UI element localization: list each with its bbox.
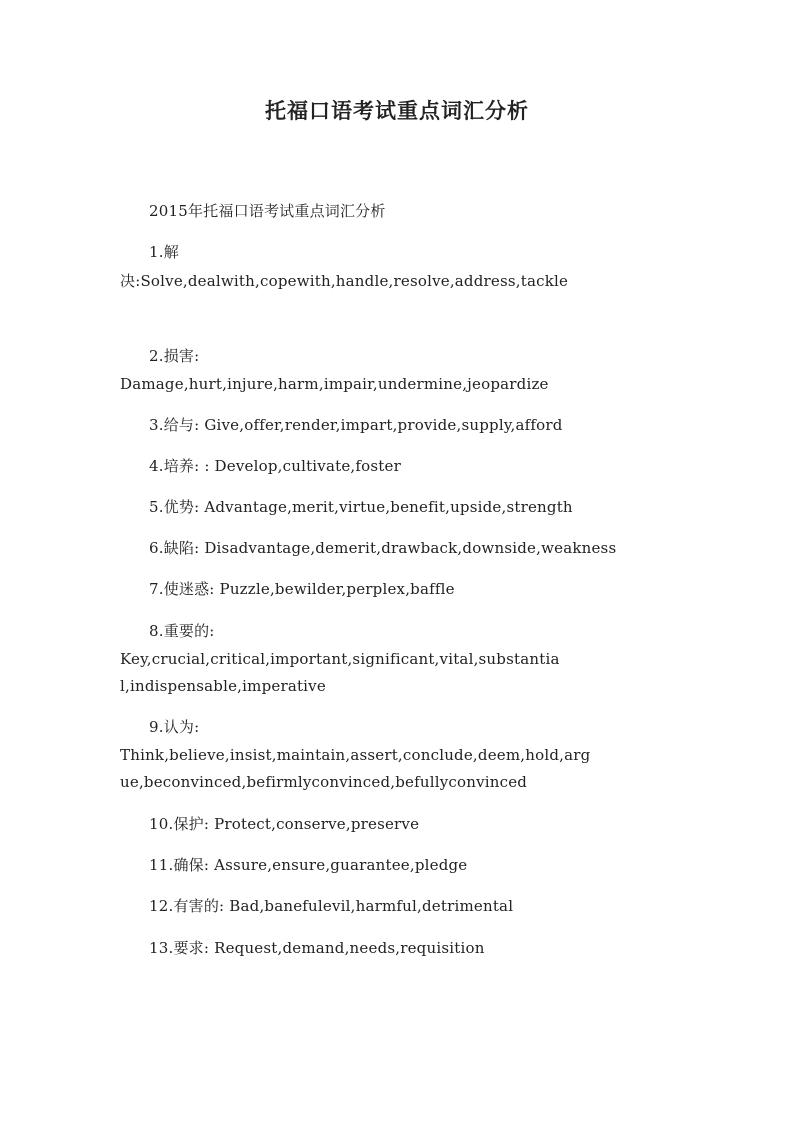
page-title: 托福口语考试重点词汇分析 [265,99,529,123]
item-2-heading: 2.损害: [149,347,200,365]
item-1-words: 决:Solve,dealwith,copewith,handle,resolve,address,tackle [120,272,569,290]
item-8-words-line-1: Key,crucial,critical,important,significant,vital,substantia [120,650,560,668]
item-6-line: 6.缺陷: Disadvantage,demerit,drawback,downside,weakness [149,539,617,557]
item-9-words-line-2: ue,beconvinced,befirmlyconvinced,befullyconvinced [120,773,528,791]
item-7-line: 7.使迷惑: Puzzle,bewilder,perplex,baffle [149,580,455,598]
item-13-line: 13.要求: Request,demand,needs,requisition [149,939,485,957]
item-3-line: 3.给与: Give,offer,render,impart,provide,supply,afford [149,416,563,434]
item-10-line: 10.保护: Protect,conserve,preserve [149,815,420,833]
item-11-line: 11.确保: Assure,ensure,guarantee,pledge [149,856,468,874]
item-9-heading: 9.认为: [149,718,200,736]
item-5-line: 5.优势: Advantage,merit,virtue,benefit,upside,strength [149,498,573,516]
item-8-words-line-2: l,indispensable,imperative [120,677,326,695]
item-2-words: Damage,hurt,injure,harm,impair,undermine,jeopardize [120,375,549,393]
item-8-heading: 8.重要的: [149,622,215,640]
item-9-words-line-1: Think,believe,insist,maintain,assert,conclude,deem,hold,arg [120,746,591,764]
item-4-line: 4.培养: : Develop,cultivate,foster [149,457,401,475]
item-1-heading: 1.解 [149,243,179,261]
document-subtitle: 2015年托福口语考试重点词汇分析 [149,202,386,220]
item-12-line: 12.有害的: Bad,banefulevil,harmful,detrimental [149,897,514,915]
